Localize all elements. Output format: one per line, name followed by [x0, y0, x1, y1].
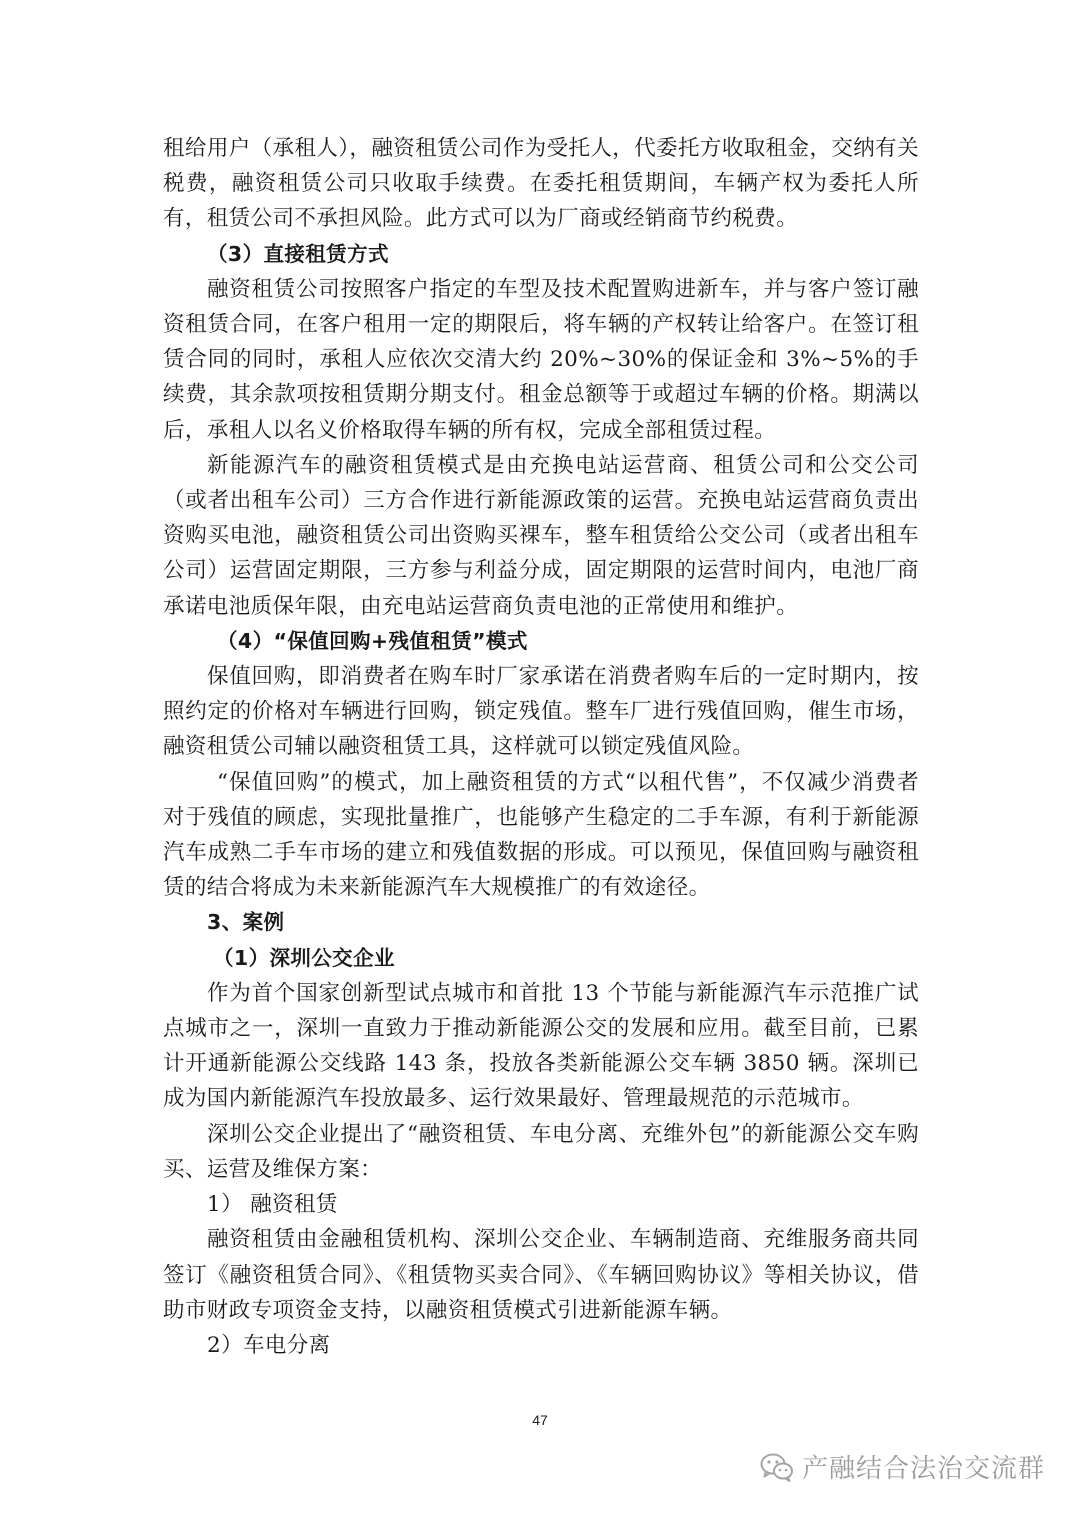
paragraph-nev-leasing-model: 新能源汽车的融资租赁模式是由充换电站运营商、租赁公司和公交公司（或者出租车公司）三方合作进行新能源政策的运营。充换电站运营商负责出资购买电池，融资租赁公司出资购买裸车，整车租赁给公交公司（或者出租车公司）运营固定期限，三方参与利益分成，固定期限的运营时间内，电池厂商承诺电池质保年限，由充电站运营商负责电池的正常使用和维护。 [163, 452, 919, 619]
heading-cases: 3、案例 [207, 910, 285, 935]
paragraph-value-buyback: 保值回购，即消费者在购车时厂家承诺在消费者购车后的一定时期内，按照约定的价格对车辆进行回购，锁定残值。整车厂进行残值回购，催生市场，融资租赁公司辅以融资租赁工具，这样就可以锁定残值风险。 [163, 664, 919, 760]
paragraph-entrusted-leasing: 租给用户（承租人），融资租赁公司作为受托人，代委托方收取租金，交纳有关税费，融资租赁公司只收取手续费。在委托租赁期间，车辆产权为委托人所有，租赁公司不承担风险。此方式可以为厂商或经销商节约税费。 [163, 136, 919, 232]
heading-direct-leasing: （3）直接租赁方式 [207, 241, 389, 266]
subheading-vehicle-battery-separation: 2）车电分离 [207, 1332, 331, 1358]
paragraph-shenzhen-overview: 作为首个国家创新型试点城市和首批 13 个节能与新能源汽车示范推广试点城市之一，深圳一直致力于推动新能源公交的发展和应用。截至目前，已累计开通新能源公交线路 143 条，投放各类新能源公交车辆 3850 辆。深圳已成为国内新能源汽车投放最多、运行效果最好、管理最规范的示范城市。 [163, 980, 919, 1112]
page-number: 47 [532, 1412, 548, 1428]
subheading-financial-leasing: 1） 融资租赁 [207, 1192, 338, 1218]
wechat-icon [760, 1452, 794, 1482]
heading-shenzhen-bus: （1）深圳公交企业 [213, 945, 395, 970]
paragraph-financial-leasing: 融资租赁由金融租赁机构、深圳公交企业、车辆制造商、充维服务商共同签订《融资租赁合同》、《租赁物买卖合同》、《车辆回购协议》等相关协议，借助市财政专项资金支持，以融资租赁模式引进新能源车辆。 [163, 1227, 919, 1323]
document-body [163, 131, 919, 1363]
watermark [760, 1448, 1045, 1485]
watermark-text: 产融结合法治交流群 [801, 1454, 1045, 1484]
paragraph-direct-leasing: 融资租赁公司按照客户指定的车型及技术配置购进新车，并与客户签订融资租赁合同，在客户租用一定的期限后，将车辆的产权转让给客户。在签订租赁合同的同时，承租人应依次交清大约 20%~30%的保证金和 3%~5%的手续费，其余款项按租赁期分期支付。租金总额等于或超过车辆的价格。期满以后，承租人以名义价格取得车辆的所有权，完成全部租赁过程。 [163, 276, 919, 443]
paragraph-shenzhen-plan: 深圳公交企业提出了“融资租赁、车电分离、充维外包”的新能源公交车购买、运营及维保方案： [163, 1121, 919, 1182]
paragraph-buyback-model: “保值回购”的模式，加上融资租赁的方式“以租代售”，不仅减少消费者对于残值的顾虑，实现批量推广，也能够产生稳定的二手车源，有利于新能源汽车成熟二手车市场的建立和残值数据的形成。可以预见，保值回购与融资租赁的结合将成为未来新能源汽车大规模推广的有效途径。 [163, 769, 919, 901]
heading-residual-value: （4）“保值回购+残值租赁”模式 [217, 628, 528, 653]
